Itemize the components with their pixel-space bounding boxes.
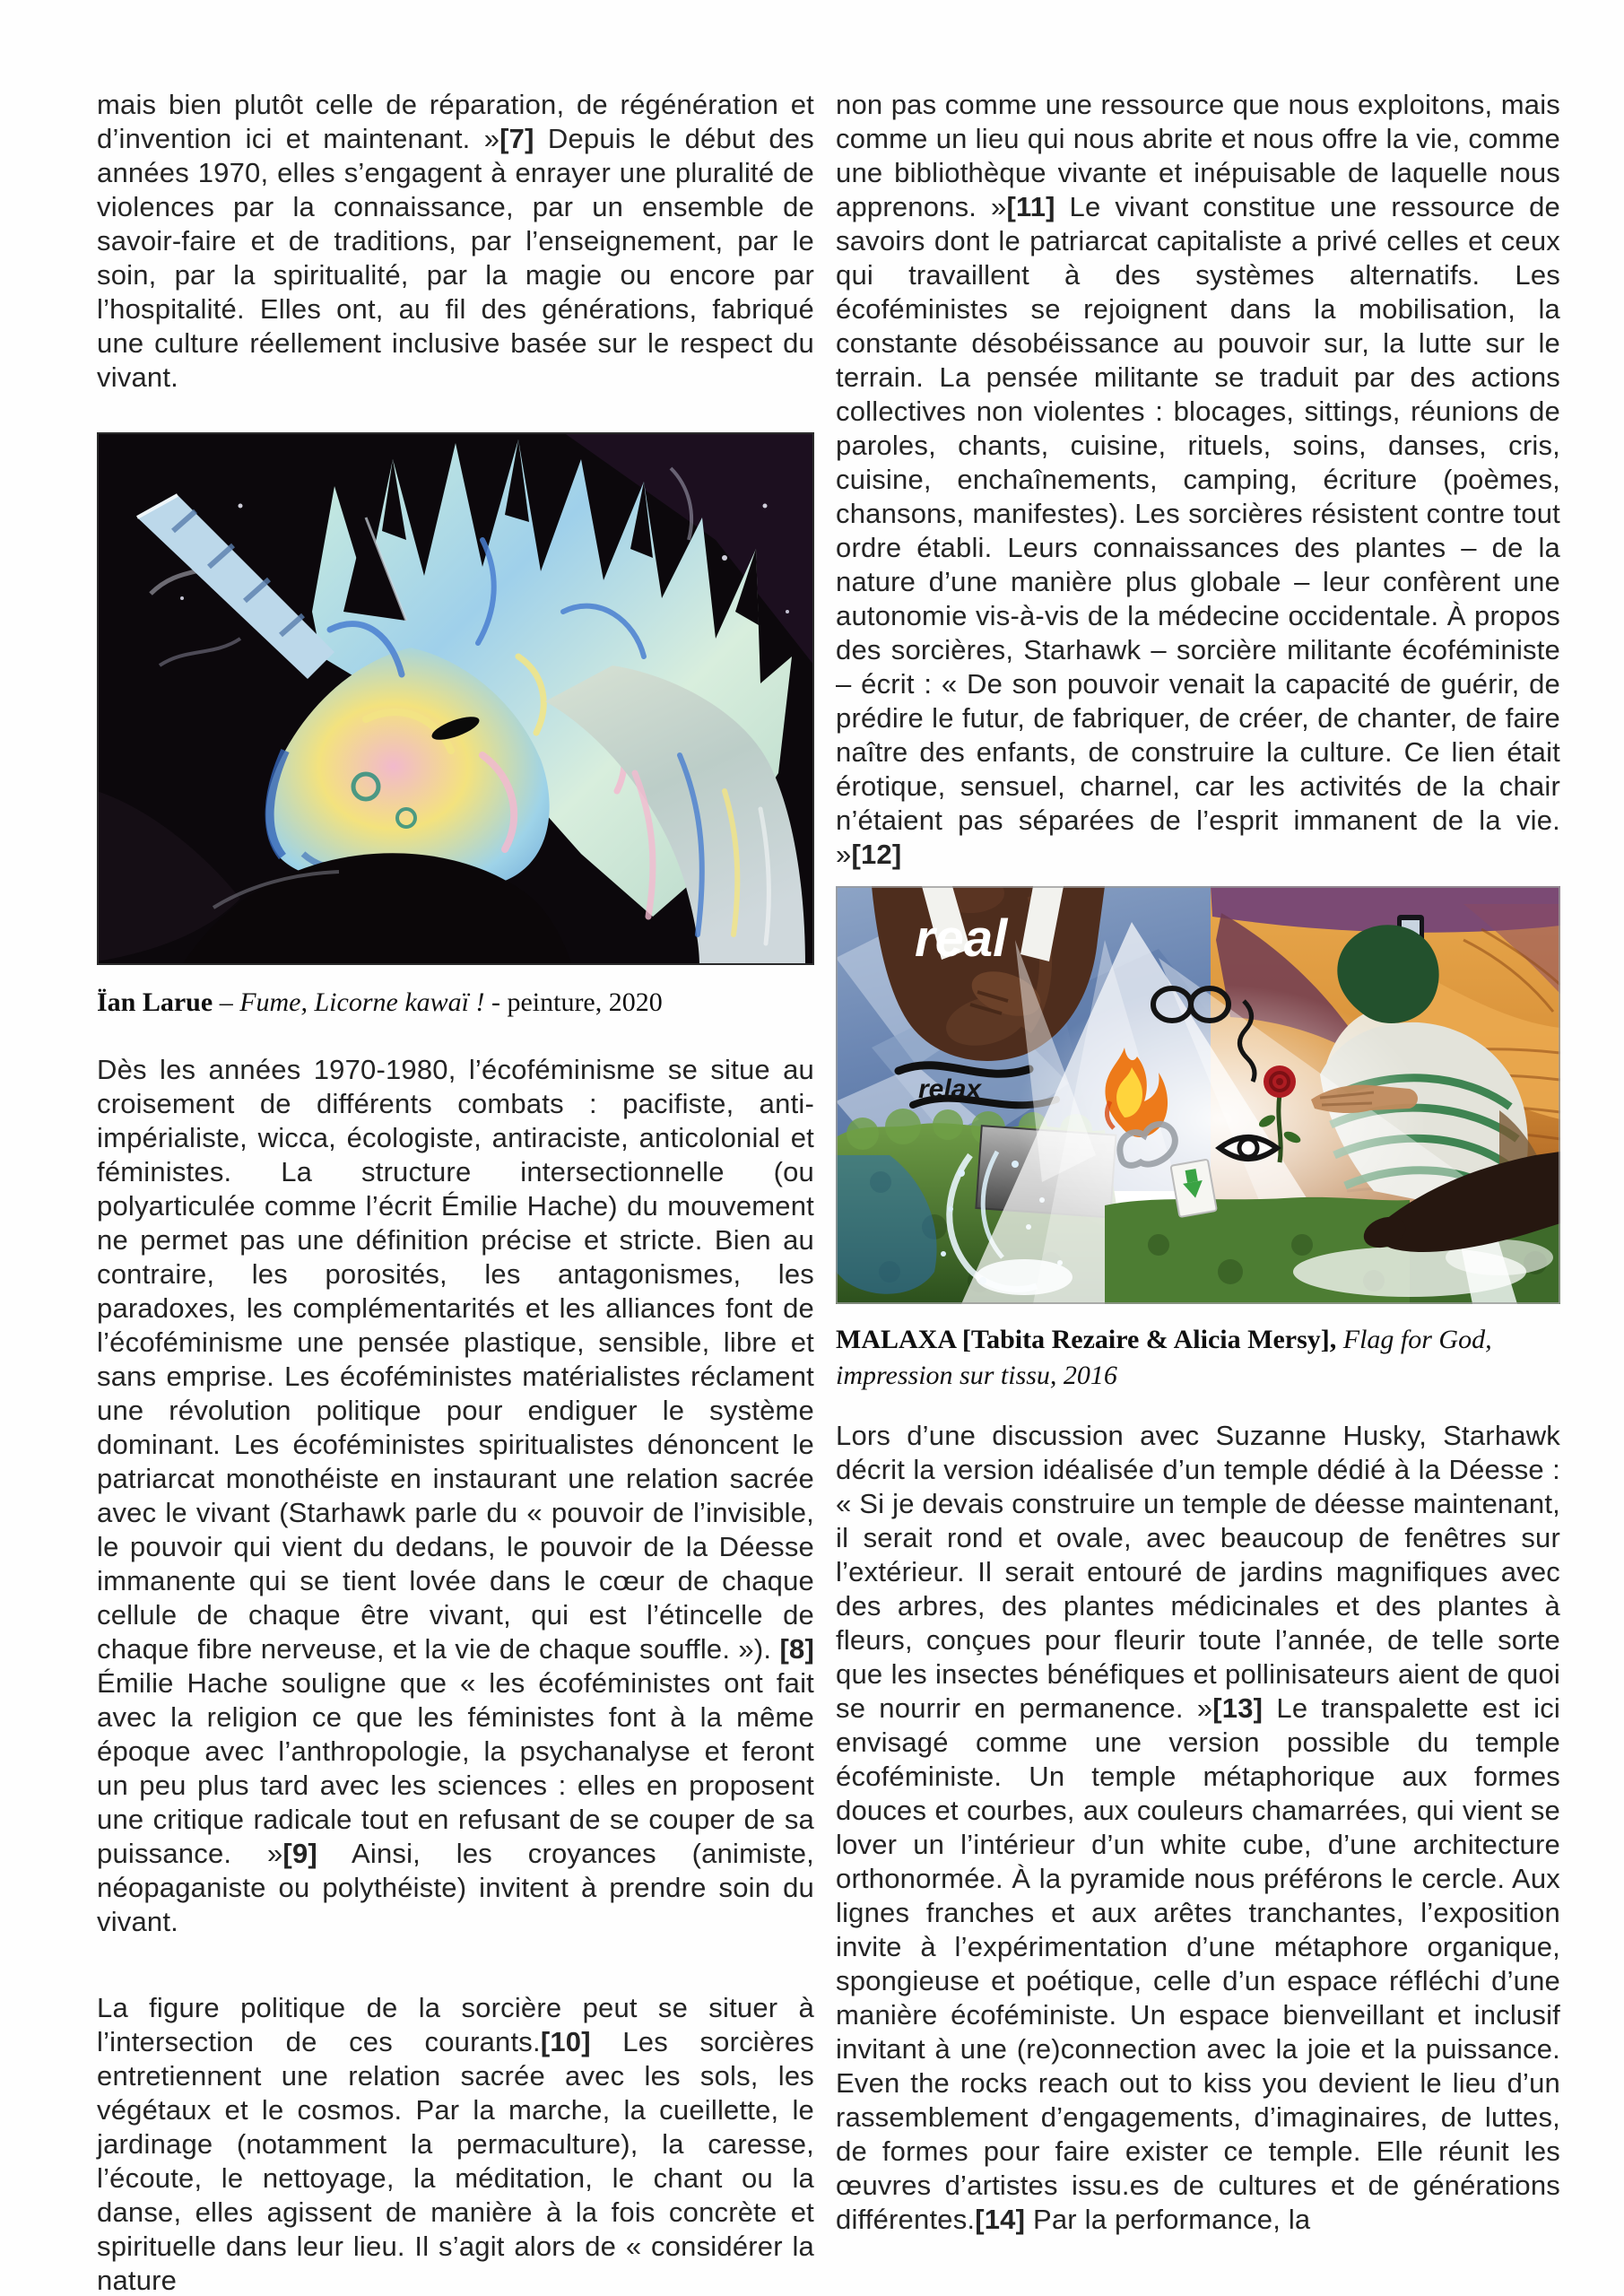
paragraph-left-3: La figure politique de la sorcière peut se situer à l’intersection de ces courants.[10] Les sorcières entretiennent une relation sacrée avec les sols, les végétaux et le cosmos. Par la marche, la cueillette, le jardinage (notamment la permaculture), la caresse, l’écoute, le nettoyage, la méditation, le chant ou la danse, elles agissent de manière à la fois concrète et spirituelle dans leur lieu. Il s’agit alors de « considérer la nature (97, 1992, 815, 2296)
real-label: real (915, 909, 1008, 968)
unicorn-painting-image (97, 432, 814, 965)
paragraph-left-1: mais bien plutôt celle de réparation, de régénération et d’invention ici et maintenant. »[7] Depuis le début des années 1970, elles s’engagent à enrayer une pluralité de violences par la connaissance, par un ensemble de savoir-faire et de traditions, par l’enseignement, par le soin, par la spiritualité, par la magie ou encore par l’hospitalité. Elles ont, au fil des générations, fabriqué une culture réellement inclusive basée sur le respect du vivant. (97, 89, 814, 393)
eye-icon (1220, 1137, 1277, 1159)
paragraph-right-2: Lors d’une discussion avec Suzanne Husky, Starhawk décrit la version idéalisée d’un temple dédié à la Déesse : « Si je devais construire un temple de déesse maintenant, il serait rond et ovale, avec beaucoup de fenêtres sur l’extérieur. Il serait entouré de jardins magnifiques avec des arbres, des plantes médicinales et des plantes à fleurs, conçues pour fleurir toute l’année, de telle sorte que les insectes bénéfiques et pollinisateurs aient de quoi se nourrir en permanence. »[13] Le transpalette est ici envisagé comme une version possible du temple écoféministe. Un temple métaphorique aux formes douces et courbes, aux couleurs chamarrées, qui vient se lover un l’intérieur d’un white cube, d’une architecture orthonormée. À la pyramide nous préférons le cercle. Aux lignes franches et aux arêtes tranchantes, l’exposition invite à l’expérimentation d’une métaphore organique, spongieuse et poétique, celle d’un espace réfléchi d’une manière écoféministe. Un espace bienveillant et inclusif invitant à une (re)connection avec la joie et la puissance. Even the rocks reach out to kiss you devient le lieu d’un rassemblement d’engagements, d’imaginaires, de luttes, de formes pour faire exister ce temple. Elle réunit les œuvres d’artistes issu.es de cultures et de générations différentes.[14] Par la performance, la (836, 1420, 1561, 2235)
paragraph-left-2: Dès les années 1970-1980, l’écoféminisme se situe au croisement de différents combats : pacifiste, anti-impérialiste, wicca, écologiste, antiraciste, anticolonial et féministes. La structure intersectionnelle (ou polyarticulée comme l’écrit Émilie Hache) du mouvement ne permet pas une définition précise et stricte. Bien au contraire, les porosités, les antagonismes, les paradoxes, les complémentarités et les alliances font de l’écoféminisme une pensée plastique, sensible, libre et sans emprise. Les écoféministes matérialistes réclament une révolution politique pour endiguer le système dominant. Les écoféministes spiritualistes dénoncent le patriarcat monothéiste en instaurant une relation sacrée avec le vivant (Starhawk parle du « pouvoir de l’invisible, le pouvoir qui vient du dedans, le pouvoir de la Déesse immanente qui se tient lovée dans le cœur de chaque cellule de chaque être vivant, qui est l’étincelle de chaque fibre nerveuse, et la vie de chaque souffle. »). [8] Émilie Hache souligne que « les écoféministes ont fait avec la religion ce que les féministes font à la même époque avec l’anthropologie, la psychanalyse et feront un peu plus tard avec les sciences : elles en proposent une critique radicale tout en refusant de se couper de sa puissance. »[9] Ainsi, les croyances (animiste, néopaganiste ou polythéiste) invitent à prendre soin du vivant. (97, 1054, 814, 1937)
download-icon (1170, 1160, 1216, 1217)
collage-caption: MALAXA [Tabita Rezaire & Alicia Mersy], Flag for God, impression sur tissu, 2016 (836, 1325, 1492, 1390)
collage-artwork-figure (836, 886, 1560, 1304)
collage-artwork-image (836, 886, 1560, 1304)
unicorn-painting-figure (97, 432, 814, 965)
relax-label: relax (918, 1074, 982, 1104)
paragraph-right-1: non pas comme une ressource que nous exploitons, mais comme un lieu qui nous abrite et nous offre la vie, comme une bibliothèque vivante et inépuisable de laquelle nous apprenons. »[11] Le vivant constitue une ressource de savoirs dont le patriarcat capitaliste a privé celles et ceux qui travaillent à des systèmes alternatifs. Les écoféministes se rejoignent dans la mobilisation, la constante désobéissance au pouvoir sur, la lutte sur le terrain. La pensée militante se traduit par des actions collectives non violentes : blocages, sittings, réunions de paroles, chants, cuisine, rituels, soins, danses, cris, cuisine, enchaînements, camping, écriture (poèmes, chansons, manifestes). Les sorcières résistent contre tout ordre établi. Leurs connaissances des plantes – de la nature d’une manière plus globale – leur confèrent une autonomie vis-à-vis de la médecine occidentale. À propos des sorcières, Starhawk – sorcière militante écoféministe – écrit : « De son pouvoir venait la capacité de guérir, de prédire le futur, de fabriquer, de créer, de chanter, de faire naître des enfants, de construire la culture. Ce lien était érotique, sensuel, charnel, car les activités de la chair n’étaient pas séparées de l’esprit immanent de la vie. »[12] (836, 89, 1561, 870)
right-column (836, 88, 1560, 2237)
painting-caption: Ïan Larue – Fume, Licorne kawaï ! - peinture, 2020 (97, 987, 663, 1017)
left-column (97, 88, 814, 2296)
